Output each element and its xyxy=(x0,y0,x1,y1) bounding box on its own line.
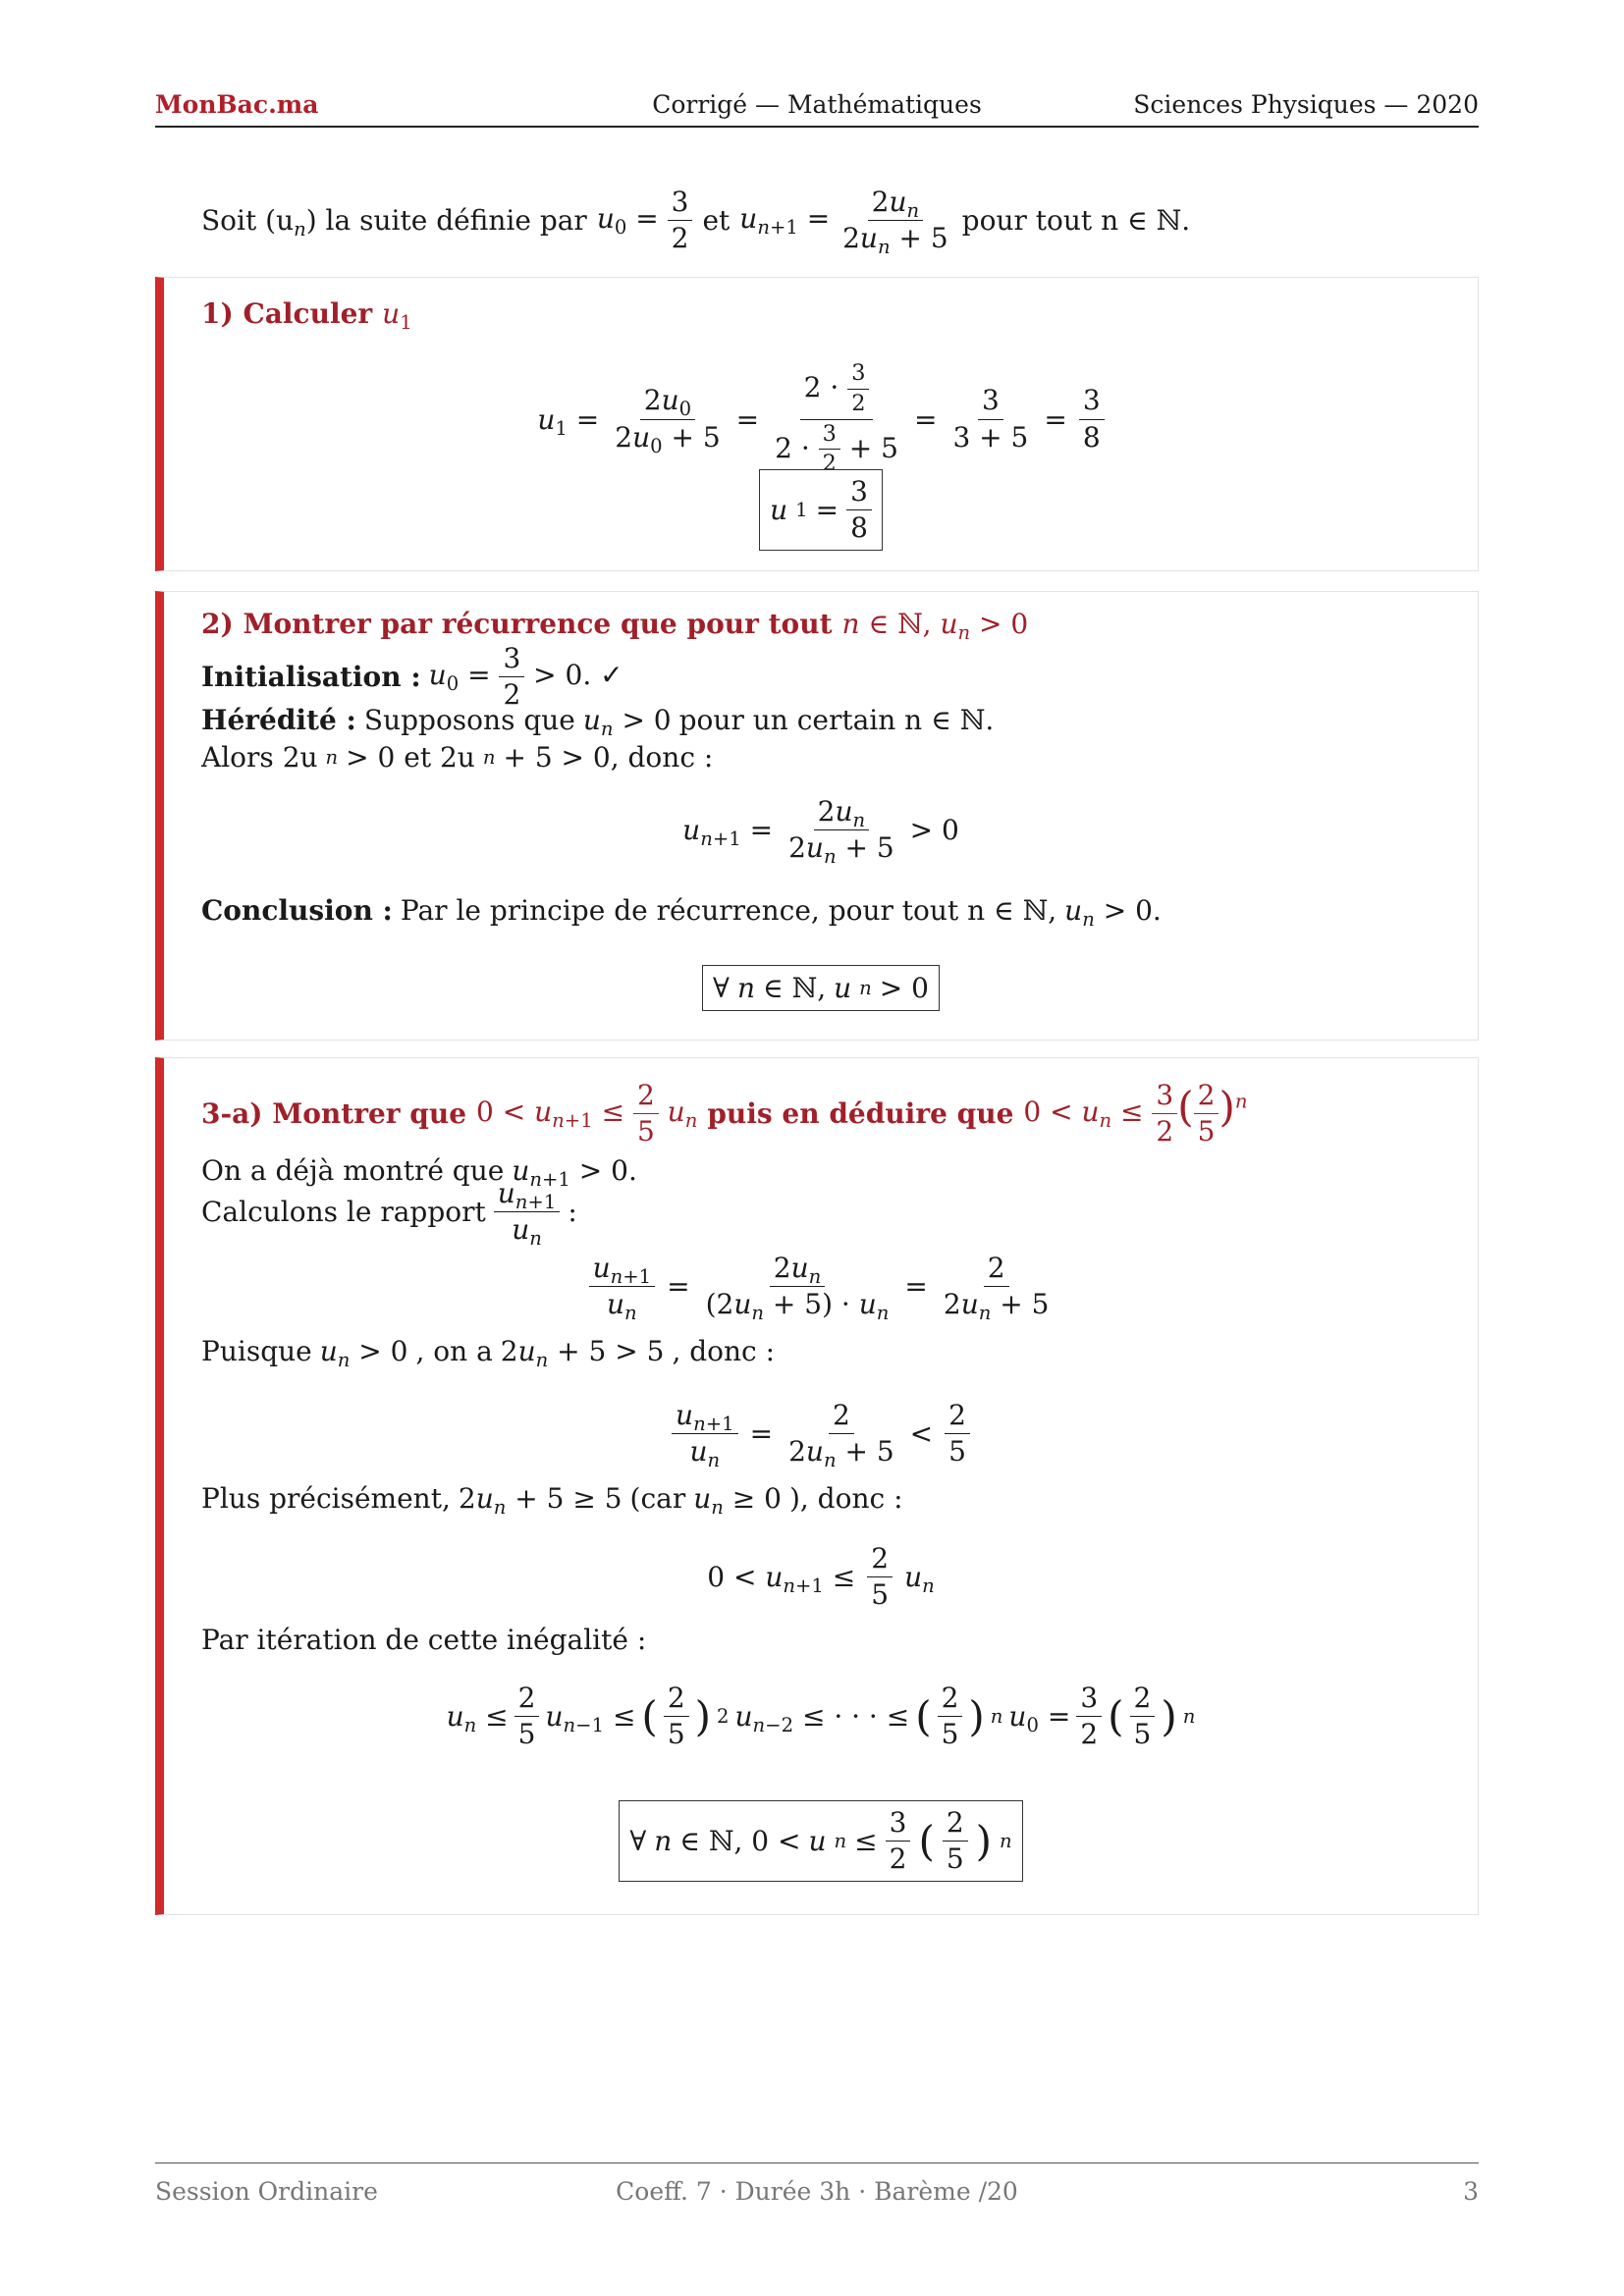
page-number: 3 xyxy=(1463,2177,1479,2206)
header-subject: Corrigé — Mathématiques xyxy=(652,90,982,119)
footer-coefficients: Coeff. 7 · Durée 3h · Barème /20 xyxy=(616,2177,1018,2206)
page-header xyxy=(155,90,1479,128)
q3-result: ∀ n ∈ ℕ, 0 < u n ≤ $\frac{3}{2}$ ( $\frac{2}{5}$ ) n xyxy=(164,1800,1478,1882)
site-logo-text[interactable]: MonBac.ma xyxy=(155,90,319,119)
ratio-equation: $\frac{u_{n+1}}{u_n}$ = $\frac{2u_n}{(2u_n + 5) \cdot u_n}$ = $\frac{2}{2u_n + 5}$ xyxy=(164,1253,1478,1320)
q3-line-3: Puisque $u_n > 0$ , on a $2u_n + 5 > 5$ , donc : xyxy=(201,1335,776,1371)
heredite-line: Hérédité : Supposons que $u_n > 0$ pour un certain n ∈ ℕ. xyxy=(201,704,995,740)
alors-line: Alors 2u n > 0 et 2u n + 5 > 0, donc : xyxy=(201,741,714,774)
question-2-box xyxy=(155,591,1479,1041)
u0-definition: $u_0$ = $\frac{3}{2}$ xyxy=(597,187,693,254)
question-3-title: 3-a) Montrer que $0 < u_{n+1}$ ≤ $\frac{2}{5}$ $u_n$ puis en déduire que $0 < u_n$ ≤ $\frac{3}{2}$ ( $\frac{2}{5}$ )$^n$ xyxy=(201,1079,1248,1148)
intro-text-1: Soit $(u_n)$ la suite définie par xyxy=(201,204,587,241)
q2-result: ∀ n ∈ ℕ, u n > 0 xyxy=(164,965,1478,1011)
initialisation-line: Initialisation : $u_0$ = $\frac{3}{2}$ > 0. ✓ xyxy=(201,642,623,712)
question-1-box xyxy=(155,277,1479,571)
un1-bound-equation: $0 < u_{n+1}$ ≤ $\frac{2}{5}$ $u_n$ xyxy=(707,1542,935,1612)
q3-line-4: Plus précisément, $2u_n + 5 \ge 5$ (car $u_n \ge 0$ ), donc : xyxy=(201,1482,903,1519)
ratio-inequality: $\frac{u_{n+1}}{u_n}$ = $\frac{2}{2u_n + 5}$ < $\frac{2}{5}$ xyxy=(164,1400,1478,1468)
question-1-title: 1) Calculer $u_1$ xyxy=(201,297,412,334)
footer-session: Session Ordinaire xyxy=(155,2177,378,2206)
question-3-box xyxy=(155,1057,1479,1915)
sequence-definition xyxy=(201,186,1191,259)
recurrence-definition: $u_{n+1}$ = $\frac{2u_n}{2u_n + 5}$ xyxy=(739,186,948,259)
page-footer xyxy=(155,2163,1479,2206)
iteration-chain: $u_n$ ≤ $\frac{2}{5}$ $u_{n-1}$ ≤ ( $\frac{2}{5}$ ) 2 $u_{n-2}$ ≤ · · · ≤ ( $\frac{2}{5}$ ) n $u_0$ = $\frac{3}{2}$ ( $\frac{2}{5}$ ) n xyxy=(446,1682,1196,1751)
q3-line-5: Par itération de cette inégalité : xyxy=(201,1624,647,1656)
intro-text-et: et xyxy=(702,204,731,238)
un1-positive-equation: $u_{n+1}$ = $\frac{2u_n}{2u_n + 5}$ > 0 xyxy=(682,795,959,869)
header-section: Sciences Physiques — 2020 xyxy=(1133,90,1479,119)
question-2-title: 2) Montrer par récurrence que pour tout n ∈ ℕ, $u_n > 0$ xyxy=(201,608,1029,644)
intro-text-end: pour tout n ∈ ℕ. xyxy=(961,204,1191,238)
u1-result: u 1 = $\frac{3}{8}$ xyxy=(164,469,1478,551)
u1-computation: $u_1$ = $\frac{2u_0}{2u_0 + 5}$ = 2 · $\frac{3}{2}$ 2 · $\frac{3}{2}$ + 5 = $\frac{3}{3 + 5}$ = $\frac{3}{8}$ xyxy=(164,361,1478,477)
conclusion-line: Conclusion : Par le principe de récurrence, pour tout n ∈ ℕ, $u_n > 0$. xyxy=(201,894,1162,931)
q3-line-2: Calculons le rapport $\frac{u_{n+1}}{u_n}$ : xyxy=(201,1177,577,1251)
q3-line-1: On a déjà montré que $u_{n+1} > 0$. xyxy=(201,1154,637,1191)
